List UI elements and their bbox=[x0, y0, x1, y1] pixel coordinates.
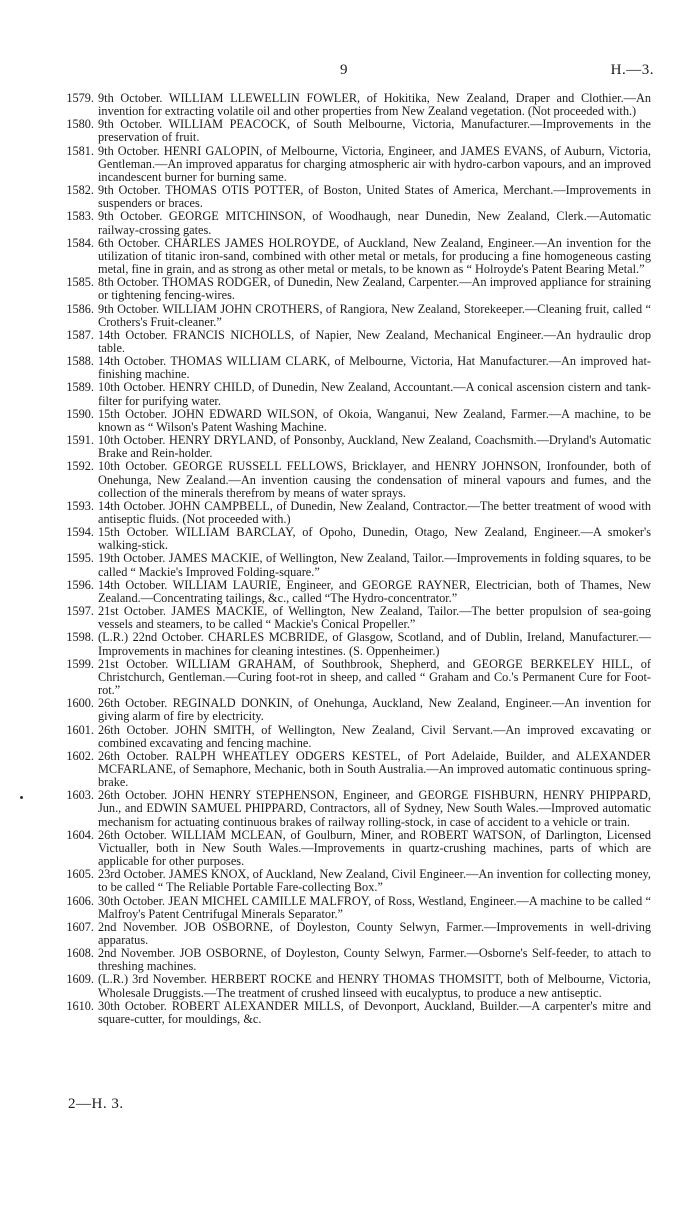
entry-number: 1580. bbox=[66, 117, 94, 132]
entry-text: 26th October. WILLIAM MCLEAN, of Goulburn, Miner, and ROBERT WATSON, of Darlington, Licensed Victualler, both in New South Wales.—Improvements in quartz-crushing machines, parts of which are applicable for other purposes. bbox=[98, 827, 651, 869]
patent-entry bbox=[52, 921, 651, 947]
page-header bbox=[0, 62, 700, 82]
entry-text: 9th October. WILLIAM LLEWELLIN FOWLER, of Hokitika, New Zealand, Draper and Clothier.—An invention for extracting volatile oil and other properties from New Zealand vegetation. (Not proceeded with.) bbox=[98, 91, 651, 119]
entry-number: 1602. bbox=[66, 748, 94, 763]
entry-text: 2nd November. JOB OSBORNE, of Doyleston, County Selwyn, Farmer.—Osborne's Self-feeder, to attach to threshing machines. bbox=[98, 946, 651, 974]
entry-text: 14th October. FRANCIS NICHOLLS, of Napier, New Zealand, Mechanical Engineer.—An hydraulic drop table. bbox=[98, 327, 651, 355]
patent-entry bbox=[52, 303, 651, 329]
patent-entry bbox=[52, 355, 651, 381]
entry-number: 1600. bbox=[66, 696, 94, 711]
entry-number: 1595. bbox=[66, 551, 94, 566]
entry-text: 10th October. HENRY CHILD, of Dunedin, New Zealand, Accountant.—A conical ascension cistern and tank-filter for purifying water. bbox=[98, 380, 651, 408]
patent-entry bbox=[52, 552, 651, 578]
patent-entry bbox=[52, 408, 651, 434]
entry-text: 14th October. JOHN CAMPBELL, of Dunedin, New Zealand, Contractor.—The better treatment of wood with antiseptic fluids. (Not proceeded with.) bbox=[98, 498, 651, 526]
patent-entry bbox=[52, 868, 651, 894]
patent-entry bbox=[52, 526, 651, 552]
entry-number: 1609. bbox=[66, 972, 94, 987]
entry-text: 15th October. JOHN EDWARD WILSON, of Okoia, Wanganui, New Zealand, Farmer.—A machine, to be known as “ Wilson's Patent Washing Machine. bbox=[98, 406, 651, 434]
entry-number: 1592. bbox=[66, 459, 94, 474]
entry-text: 10th October. GEORGE RUSSELL FELLOWS, Bricklayer, and HENRY JOHNSON, Ironfounder, both of Onehunga, New Zealand.—An invention causing the condensation of mineral vapours and fumes, and the collection of the minerals therefrom by means of water sprays. bbox=[98, 459, 651, 500]
entry-number: 1599. bbox=[66, 656, 94, 671]
entry-number: 1586. bbox=[66, 301, 94, 316]
footer-signature: 2—H. 3. bbox=[68, 1096, 124, 1112]
entry-text: 21st October. JAMES MACKIE, of Wellington, New Zealand, Tailor.—The better propulsion of sea-going vessels and steamers, to be called “ Mackie's Conical Propeller.” bbox=[98, 604, 651, 632]
patent-entry bbox=[52, 329, 651, 355]
entry-number: 1588. bbox=[66, 354, 94, 369]
entry-number: 1583. bbox=[66, 209, 94, 224]
entry-number: 1597. bbox=[66, 604, 94, 619]
entry-text: 2nd November. JOB OSBORNE, of Doyleston, County Selwyn, Farmer.—Improvements in well-driving apparatus. bbox=[98, 919, 651, 947]
entry-number: 1582. bbox=[66, 183, 94, 198]
entry-number: 1585. bbox=[66, 275, 94, 290]
entry-text: 6th October. CHARLES JAMES HOLROYDE, of Auckland, New Zealand, Engineer.—An invention for the utilization of titanic iron-sand, combined with other metal or metals, for producing a fine homogeneous casting metal, fine in grain, and as strong as other metal or metals, to be known as “ Holroyde's Patent Bearing Metal.” bbox=[98, 235, 651, 277]
entry-text: 21st October. WILLIAM GRAHAM, of Southbrook, Shepherd, and GEORGE BERKELEY HILL, of Christchurch, Gentleman.—Curing foot-rot in sheep, and called “ Graham and Co.'s Permanent Cure for Foot-rot.” bbox=[98, 656, 651, 698]
patent-entry bbox=[52, 750, 651, 789]
entry-number: 1601. bbox=[66, 722, 94, 737]
patent-entry bbox=[52, 631, 651, 657]
entry-number: 1598. bbox=[66, 630, 94, 645]
margin-mark bbox=[20, 796, 23, 799]
entry-text: 19th October. JAMES MACKIE, of Wellington, New Zealand, Tailor.—Improvements in folding squares, to be called “ Mackie's Improved Folding-square.” bbox=[98, 551, 651, 579]
patent-entry bbox=[52, 210, 651, 236]
patent-entry bbox=[52, 895, 651, 921]
patent-entry bbox=[52, 947, 651, 973]
patent-entry bbox=[52, 500, 651, 526]
entry-text: 15th October. WILLIAM BARCLAY, of Opoho, Dunedin, Otago, New Zealand, Engineer.—A smoker's walking-stick. bbox=[98, 525, 651, 553]
patent-entry bbox=[52, 145, 651, 184]
entry-text: 26th October. REGINALD DONKIN, of Onehunga, Auckland, New Zealand, Engineer.—An invention for giving alarm of fire by electricity. bbox=[98, 696, 651, 724]
entry-text: 26th October. RALPH WHEATLEY ODGERS KESTEL, of Port Adelaide, Builder, and ALEXANDER MCFARLANE, of Semaphore, Mechanic, both in South Australia.—An improved automatic continuous spring-brake. bbox=[98, 748, 651, 790]
entry-text: 30th October. ROBERT ALEXANDER MILLS, of Devonport, Auckland, Builder.—A carpenter's mitre and square-cutter, for mouldings, &c. bbox=[98, 998, 651, 1026]
entry-number: 1581. bbox=[66, 143, 94, 158]
entry-number: 1604. bbox=[66, 827, 94, 842]
patent-entry bbox=[52, 92, 651, 118]
entry-text: 30th October. JEAN MICHEL CAMILLE MALFROY, of Ross, Westland, Engineer.—A machine to be called “ Malfroy's Patent Centrifugal Minerals Separator.” bbox=[98, 893, 651, 921]
entry-number: 1596. bbox=[66, 577, 94, 592]
patent-entry bbox=[52, 789, 651, 828]
entry-text: 26th October. JOHN HENRY STEPHENSON, Engineer, and GEORGE FISHBURN, HENRY PHIPPARD, Jun., and EDWIN SAMUEL PHIPPARD, Contractors, all of Sydney, New South Wales.—Improved automatic mechanism for actuating continuous brakes of railway rolling-stock, in case of accident to a vehicle or train. bbox=[98, 788, 651, 829]
entry-number: 1594. bbox=[66, 525, 94, 540]
entry-number: 1605. bbox=[66, 867, 94, 882]
patent-entry bbox=[52, 605, 651, 631]
entry-number: 1584. bbox=[66, 235, 94, 250]
entry-text: 9th October. THOMAS OTIS POTTER, of Boston, United States of America, Merchant.—Improvements in suspenders or braces. bbox=[98, 183, 651, 211]
entry-number: 1587. bbox=[66, 327, 94, 342]
entry-number: 1589. bbox=[66, 380, 94, 395]
patent-entry bbox=[52, 1000, 651, 1026]
entry-text: (L.R.) 22nd October. CHARLES MCBRIDE, of Glasgow, Scotland, and of Dublin, Ireland, Manufacturer.—Improvements in machines for cleaning intestines. (S. Oppenheimer.) bbox=[98, 630, 651, 658]
entry-text: 14th October. WILLIAM LAURIE, Engineer, and GEORGE RAYNER, Electrician, both of Thames, New Zealand.—Concentrating tailings, &c., called “The Hydro-concentrator.” bbox=[98, 577, 651, 605]
entry-text: 9th October. HENRI GALOPIN, of Melbourne, Victoria, Engineer, and JAMES EVANS, of Auburn, Victoria, Gentleman.—An improved apparatus for charging atmospheric air with hydro-carbon vapours, and an improved incandescent burner for burning same. bbox=[98, 143, 651, 184]
patent-entry bbox=[52, 973, 651, 999]
entry-text: 14th October. THOMAS WILLIAM CLARK, of Melbourne, Victoria, Hat Manufacturer.—An improved hat-finishing machine. bbox=[98, 354, 651, 382]
entry-number: 1606. bbox=[66, 893, 94, 908]
patent-entry bbox=[52, 724, 651, 750]
patent-entry bbox=[52, 381, 651, 407]
patent-entry bbox=[52, 237, 651, 276]
document-reference: H.—3. bbox=[610, 62, 654, 78]
patent-entry bbox=[52, 697, 651, 723]
entry-number: 1608. bbox=[66, 946, 94, 961]
patent-entry bbox=[52, 184, 651, 210]
entry-text: 9th October. WILLIAM PEACOCK, of South Melbourne, Victoria, Manufacturer.—Improvements in the preservation of fruit. bbox=[98, 117, 651, 145]
patent-entry bbox=[52, 829, 651, 868]
patent-entry bbox=[52, 579, 651, 605]
entry-number: 1590. bbox=[66, 406, 94, 421]
entry-number: 1610. bbox=[66, 998, 94, 1013]
entry-number: 1591. bbox=[66, 433, 94, 448]
entry-text: (L.R.) 3rd November. HERBERT ROCKE and HENRY THOMAS THOMSITT, both of Melbourne, Victoria, Wholesale Druggists.—The treatment of crushed linseed with eucalyptus, to produce a new antiseptic. bbox=[98, 972, 651, 1000]
entry-number: 1603. bbox=[66, 788, 94, 803]
entry-text: 9th October. WILLIAM JOHN CROTHERS, of Rangiora, New Zealand, Storekeeper.—Cleaning fruit, called “ Crothers's Fruit-cleaner.” bbox=[98, 301, 651, 329]
entry-text: 10th October. HENRY DRYLAND, of Ponsonby, Auckland, New Zealand, Coachsmith.—Dryland's Automatic Brake and Rein-holder. bbox=[98, 433, 651, 461]
patent-entry bbox=[52, 118, 651, 144]
patent-list bbox=[52, 92, 651, 1026]
entry-number: 1579. bbox=[66, 91, 94, 105]
entry-number: 1593. bbox=[66, 498, 94, 513]
entry-text: 9th October. GEORGE MITCHINSON, of Woodhaugh, near Dunedin, New Zealand, Clerk.—Automatic railway-crossing gates. bbox=[98, 209, 651, 237]
patent-entry bbox=[52, 434, 651, 460]
patent-entry bbox=[52, 460, 651, 499]
entry-text: 23rd October. JAMES KNOX, of Auckland, New Zealand, Civil Engineer.—An invention for collecting money, to be called “ The Reliable Portable Fare-collecting Box.” bbox=[98, 867, 651, 895]
entry-number: 1607. bbox=[66, 919, 94, 934]
patent-entry bbox=[52, 276, 651, 302]
entry-text: 26th October. JOHN SMITH, of Wellington, New Zealand, Civil Servant.—An improved excavating or combined excavating and fencing machine. bbox=[98, 722, 651, 750]
entry-text: 8th October. THOMAS RODGER, of Dunedin, New Zealand, Carpenter.—An improved appliance for straining or tightening fencing-wires. bbox=[98, 275, 651, 303]
page-number: 9 bbox=[340, 62, 348, 78]
patent-entry bbox=[52, 658, 651, 697]
